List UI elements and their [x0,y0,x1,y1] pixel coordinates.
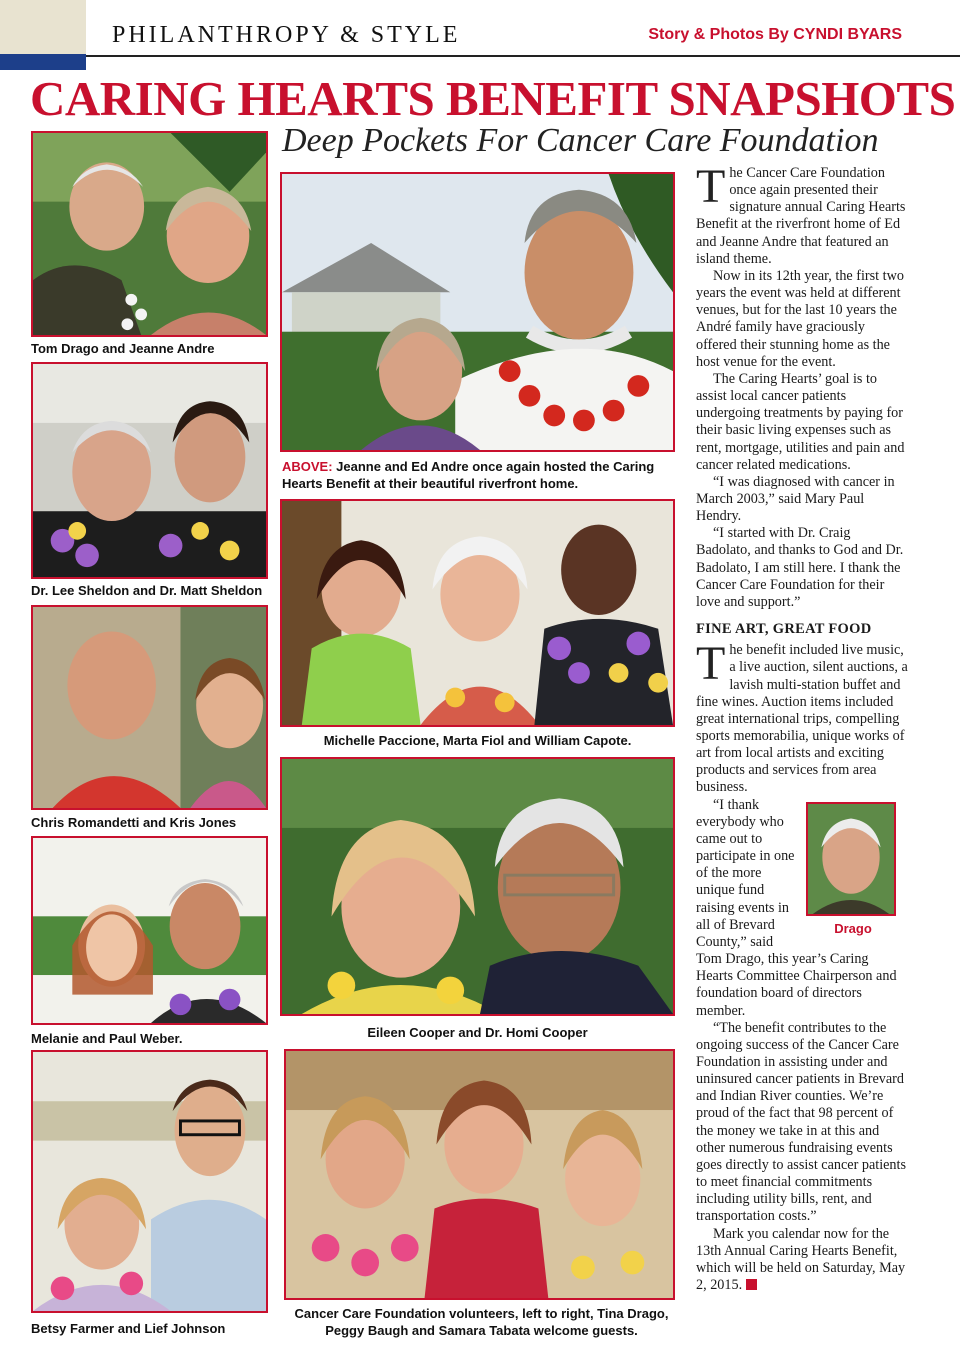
inset-drago-caption: Drago [834,920,872,936]
article-body [696,160,908,1294]
caption-volunteers: Cancer Care Foundation volunteers, left to right, Tina Drago, Peggy Baugh and Samara Tabata welcome guests. [294,1306,669,1338]
caption-tom-drago-jeanne-andre: Tom Drago and Jeanne Andre [31,341,215,356]
article-paragraph-1: The Cancer Care Foundation once again presented their signature annual Caring Hearts Benefit at the riverfront home of Ed and Jeanne Andre that featured an island theme. [696,160,906,267]
photo-paccione-fiol-capote [280,499,675,727]
page-subhead: Deep Pockets For Cancer Care Foundation [282,122,879,159]
header-rule [86,55,960,57]
header-corner-block [0,0,86,54]
caption-sheldon: Dr. Lee Sheldon and Dr. Matt Sheldon [31,583,263,598]
caption-cooper: Eileen Cooper and Dr. Homi Cooper [367,1025,588,1040]
caption-above-label: ABOVE: [282,459,333,474]
drop-cap-2: T [696,637,726,691]
photo-farmer-johnson [31,1050,268,1313]
caption-above [282,458,675,492]
article-paragraph-8: “The benefit contributes to the ongoing success of the Cancer Care Foundation in assisting under and uninsured cancer patients in Brevard and Indian River counties. We’re proud of the fact that 98 percent of the money we take in at this and other numerous fundraising events goes directly to assist cancer patients to meet financial commitments including utility bills, rent, and transportation costs.” [696,1019,906,1225]
caption-romandetti: Chris Romandetti and Kris Jones [31,815,237,830]
photo-jeanne-ed-andre [280,172,675,452]
drop-cap-1: T [696,160,726,213]
header-corner-accent [0,54,86,70]
photo-weber [31,836,268,1025]
article-paragraph-6: The benefit included live music, a live auction, silent auctions, a lavish multi-station buffet and fine wines. Auction items included great international trips, compelling sports memorabilia, unique works of art from local artists and exciting products and services from area business. [696,637,908,796]
caption-weber: Melanie and Paul Weber. [31,1031,183,1046]
photo-volunteers [284,1049,675,1300]
page-headline: CARING HEARTS BENEFIT SNAPSHOTS [30,71,956,126]
article-paragraph-3: The Caring Hearts’ goal is to assist local cancer patients undergoing treatments by paying for their basic living expenses such as rent, mortgage, utilities and pain and cancer related medications. [696,370,905,473]
inset-drago [806,802,900,937]
photo-tom-drago-jeanne-andre [31,131,268,337]
photo-sheldon [31,362,268,579]
article-subhead: FINE ART, GREAT FOOD [696,621,872,638]
article-paragraph-4: “I was diagnosed with cancer in March 2003,” said Mary Paul Hendry. [696,473,895,525]
caption-above-text: Jeanne and Ed Andre once again hosted the Caring Hearts Benefit at their beautiful riverfront home. [282,459,655,491]
caption-farmer-johnson: Betsy Farmer and Lief Johnson [31,1321,226,1336]
photo-cooper [280,757,675,1016]
end-mark-icon [746,1279,757,1290]
article-paragraph-9: Mark you calendar now for the 13th Annual Caring Hearts Benefit, which will be held on Saturday, May 2, 2015. [696,1225,906,1293]
byline: Story & Photos By CYNDI BYARS [648,26,902,43]
section-label: PHILANTHROPY & STYLE [112,22,461,48]
article-paragraph-5: “I started with Dr. Craig Badolato, and thanks to God and Dr. Badolato, I am still here. I thank the Cancer Care Foundation for their love and support.” [696,525,904,610]
article-paragraph-2: Now in its 12th year, the first two years the event was held at different venues, but for the last 10 years the André family have graciously offered their stunning home as the host venue for the event. [696,267,904,370]
photo-romandetti [31,605,268,810]
photo-drago-inset [806,802,896,916]
article-paragraph-7: “I thank everybody who came out to participate in one of the more unique fund raising events in all of Brevard County,” said Tom Drago, this year’s Caring Hearts Committee Chairperson and foundation board of directors member. [696,796,897,1019]
caption-paccione-fiol-capote: Michelle Paccione, Marta Fiol and William Capote. [323,733,632,748]
